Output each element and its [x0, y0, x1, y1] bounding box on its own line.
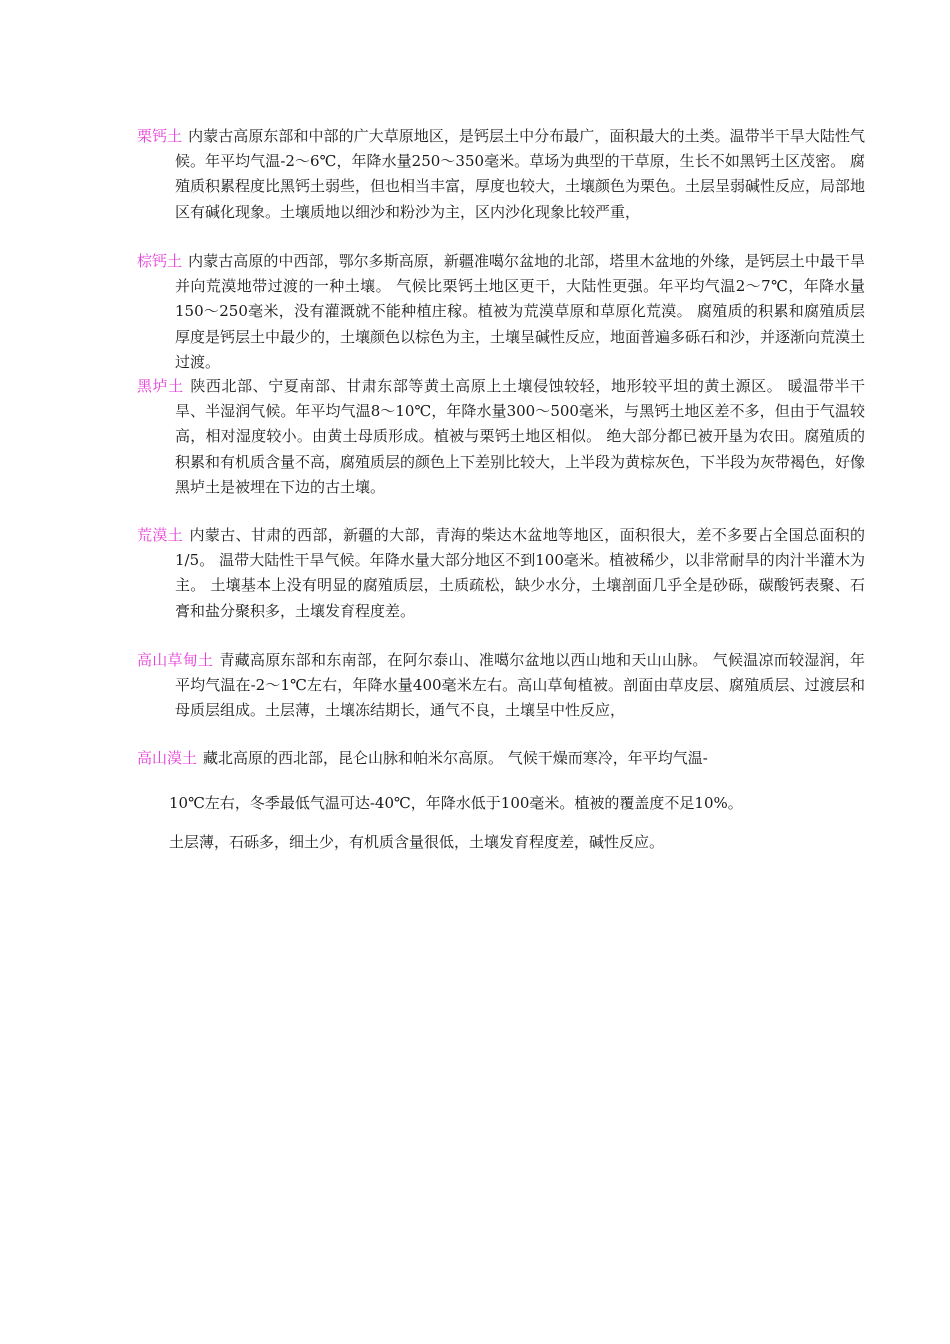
- soil-description-line: 10℃左右，冬季最低气温可达-40℃，年降水低于100毫米。植被的覆盖度不足10%。: [169, 794, 743, 812]
- soil-entry-brown-calcic: [137, 249, 865, 375]
- soil-entry-desert: [137, 523, 865, 624]
- soil-term: 高山草甸土: [137, 651, 214, 669]
- soil-term: 荒漠土: [137, 526, 184, 544]
- soil-entry-alpine-meadow: [137, 648, 865, 724]
- soil-entry-alpine-desert: [137, 748, 708, 768]
- soil-description: 青藏高原东部和东南部，在阿尔泰山、准噶尔盆地以西山地和天山山脉。 气候温凉而较湿润，年平均气温在-2～1℃左右，年降水量400毫米左右。高山草甸植被。剖面由草皮层、腐殖质层、过渡层和母质层组成。土层薄，土壤冻结期长，通气不良，土壤呈中性反应，: [175, 651, 865, 720]
- soil-term: 棕钙土: [137, 252, 183, 270]
- soil-term: 黑垆土: [137, 377, 184, 395]
- soil-description: 陕西北部、宁夏南部、甘肃东部等黄土高原上土壤侵蚀较轻，地形较平坦的黄土源区。 暖温带半干旱、半湿润气候。年平均气温8～10℃，年降水量300～500毫米，与黑钙土地区差不多，但由于气温较高，相对湿度较小。由黄土母质形成。植被与栗钙土地区相似。 绝大部分都已被开垦为农田。腐殖质的积累和有机质含量不高，腐殖质层的颜色上下差别比较大，上半段为黄棕灰色，下半段为灰带褐色，好像黑垆土是被埋在下边的古土壤。: [175, 377, 866, 496]
- soil-term: 高山漠土: [137, 749, 198, 767]
- soil-description: 内蒙古高原东部和中部的广大草原地区，是钙层土中分布最广，面积最大的土类。温带半干旱大陆性气候。年平均气温-2～6℃，年降水量250～350毫米。草场为典型的干草原，生长不如黑钙土区茂密。 腐殖质积累程度比黑钙土弱些，但也相当丰富，厚度也较大，土壤颜色为栗色。土层呈弱碱性反应，局部地区有碱化现象。土壤质地以细沙和粉沙为主，区内沙化现象比较严重，: [175, 127, 866, 221]
- soil-description-line: 土层薄，石砾多，细土少，有机质含量很低，土壤发育程度差，碱性反应。: [169, 833, 665, 851]
- soil-description: 内蒙古、甘肃的西部，新疆的大部，青海的柴达木盆地等地区，面积很大，差不多要占全国总面积的1/5。 温带大陆性干旱气候。年降水量大部分地区不到100毫米。植被稀少，以非常耐旱的肉汁半灌木为主。 土壤基本上没有明显的腐殖质层，土质疏松，缺少水分，土壤剖面几乎全是砂砾，碳酸钙表聚、石膏和盐分聚积多，土壤发育程度差。: [175, 526, 865, 620]
- soil-description-line: 藏北高原的西北部，昆仑山脉和帕米尔高原。 气候干燥而寒冷，年平均气温-: [203, 749, 708, 767]
- soil-term: 栗钙土: [137, 127, 183, 145]
- soil-description: 内蒙古高原的中西部，鄂尔多斯高原，新疆准噶尔盆地的北部，塔里木盆地的外缘，是钙层土中最干旱并向荒漠地带过渡的一种土壤。 气候比栗钙土地区更干，大陆性更强。年平均气温2～7℃，年降水量150～250毫米，没有灌溉就不能种植庄稼。植被为荒漠草原和草原化荒漠。 腐殖质的积累和腐殖质层厚度是钙层土中最少的，土壤颜色以棕色为主，土壤呈碱性反应，地面普遍多砾石和沙，并逐渐向荒漠土过渡。: [175, 252, 866, 371]
- soil-entry-heilu: [137, 374, 865, 500]
- soil-entry-chestnut: [137, 124, 865, 225]
